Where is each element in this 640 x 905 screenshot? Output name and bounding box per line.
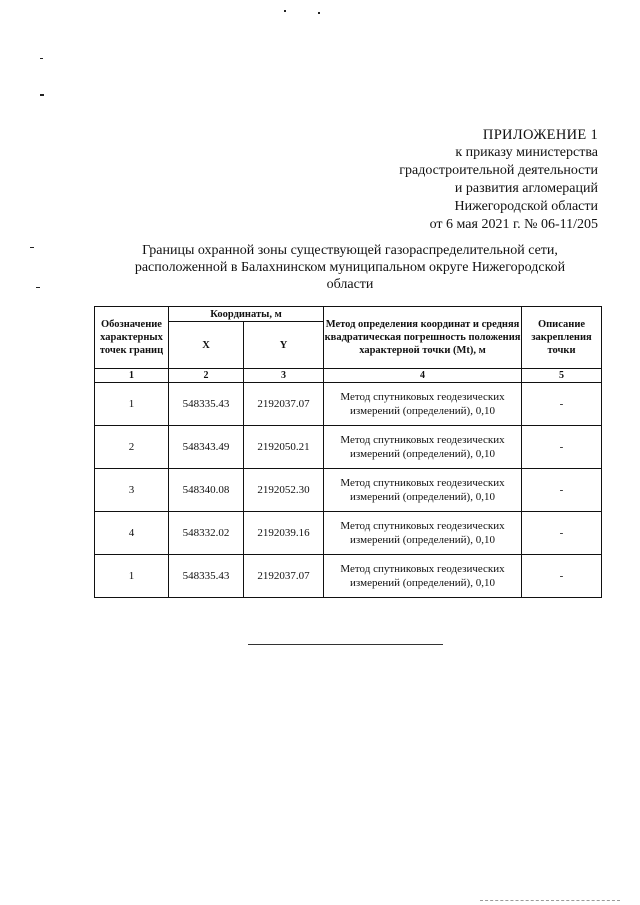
cell-y: 2192050.21 xyxy=(244,426,324,469)
table-row xyxy=(95,512,602,555)
cell-y: 2192052.30 xyxy=(244,469,324,512)
scan-speck xyxy=(40,94,44,96)
cell-x: 548335.43 xyxy=(169,555,244,598)
title-line: области xyxy=(326,277,374,292)
appendix-title: ПРИЛОЖЕНИЕ 1 xyxy=(482,127,598,143)
header-coordinates: Координаты, м xyxy=(169,307,324,322)
cell-x: 548343.49 xyxy=(169,426,244,469)
cell-x: 548332.02 xyxy=(169,512,244,555)
cell-point: 3 xyxy=(95,469,169,512)
scan-speck xyxy=(40,58,43,59)
title-line: расположенной в Балахнинском муниципальном округе Нижегородской xyxy=(134,260,566,275)
column-numbers-row xyxy=(95,369,602,383)
coordinates-table xyxy=(94,306,602,598)
cell-method: Метод спутниковых геодезических измерений (определений), 0,10 xyxy=(324,555,522,598)
table-row xyxy=(95,555,602,598)
header-x: X xyxy=(169,322,244,369)
cell-method: Метод спутниковых геодезических измерений (определений), 0,10 xyxy=(324,469,522,512)
scan-speck xyxy=(30,247,34,248)
column-number: 5 xyxy=(522,369,602,383)
scan-speck xyxy=(318,12,320,14)
cell-point: 4 xyxy=(95,512,169,555)
scan-speck xyxy=(284,10,286,12)
table-row xyxy=(95,426,602,469)
cell-x: 548340.08 xyxy=(169,469,244,512)
header-y: Y xyxy=(244,322,324,369)
appendix-line: градостроительной деятельности xyxy=(399,163,598,178)
cell-point: 1 xyxy=(95,555,169,598)
cell-description: - xyxy=(522,426,602,469)
cell-y: 2192037.07 xyxy=(244,555,324,598)
table-row xyxy=(95,469,602,512)
cell-y: 2192037.07 xyxy=(244,383,324,426)
scan-edge-marks xyxy=(480,900,620,903)
scan-speck xyxy=(36,287,40,288)
cell-description: - xyxy=(522,469,602,512)
cell-method: Метод спутниковых геодезических измерений (определений), 0,10 xyxy=(324,426,522,469)
header-designation: Обозначение характерных точек границ xyxy=(95,307,169,369)
column-number: 2 xyxy=(169,369,244,383)
header-method: Метод определения координат и средняя квадратическая погрешность положения характерной точки (Mt), м xyxy=(324,307,522,369)
column-number: 4 xyxy=(324,369,522,383)
document-title xyxy=(100,242,600,293)
appendix-line: Нижегородской области xyxy=(454,199,598,214)
cell-description: - xyxy=(522,555,602,598)
cell-y: 2192039.16 xyxy=(244,512,324,555)
cell-description: - xyxy=(522,512,602,555)
column-number: 1 xyxy=(95,369,169,383)
cell-point: 2 xyxy=(95,426,169,469)
header-description: Описание закрепления точки xyxy=(522,307,602,369)
column-number: 3 xyxy=(244,369,324,383)
cell-point: 1 xyxy=(95,383,169,426)
appendix-line: к приказу министерства xyxy=(455,145,598,160)
table-row xyxy=(95,383,602,426)
appendix-line: и развития агломераций xyxy=(454,181,598,196)
cell-x: 548335.43 xyxy=(169,383,244,426)
closing-rule xyxy=(248,644,443,645)
cell-method: Метод спутниковых геодезических измерений (определений), 0,10 xyxy=(324,512,522,555)
title-line: Границы охранной зоны существующей газораспределительной сети, xyxy=(142,243,558,258)
appendix-block xyxy=(399,126,598,234)
appendix-order-line: от 6 мая 2021 г. № 06-11/205 xyxy=(429,217,598,232)
cell-description: - xyxy=(522,383,602,426)
cell-method: Метод спутниковых геодезических измерений (определений), 0,10 xyxy=(324,383,522,426)
